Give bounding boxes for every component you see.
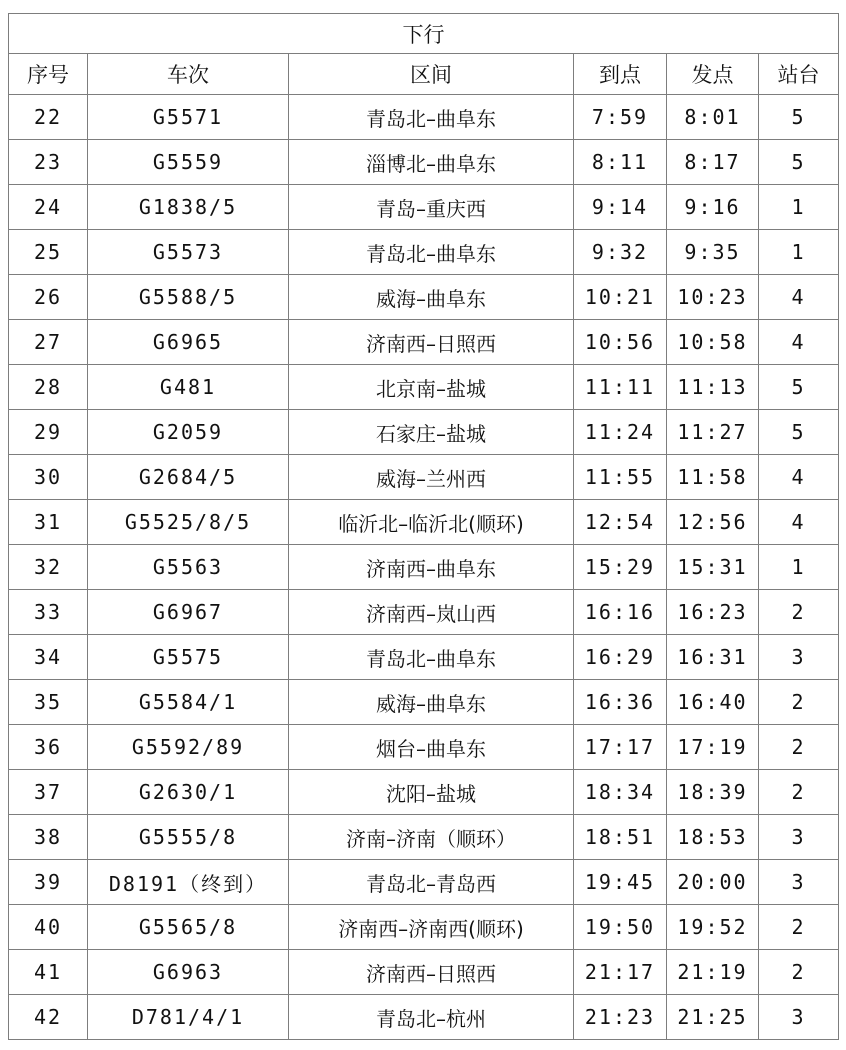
cell-seq: 40 [9,905,88,950]
cell-route: 济南–济南（顺环） [289,815,574,860]
table-title: 下行 [9,14,839,54]
cell-depart: 11:13 [667,365,759,410]
cell-route: 沈阳–盐城 [289,770,574,815]
cell-seq: 26 [9,275,88,320]
cell-platform: 2 [759,680,839,725]
cell-depart: 9:16 [667,185,759,230]
cell-platform: 5 [759,365,839,410]
cell-depart: 17:19 [667,725,759,770]
cell-seq: 29 [9,410,88,455]
cell-depart: 8:01 [667,95,759,140]
cell-train: G1838/5 [88,185,289,230]
cell-arrive: 17:17 [574,725,667,770]
cell-train: G5584/1 [88,680,289,725]
cell-seq: 31 [9,500,88,545]
cell-route: 石家庄–盐城 [289,410,574,455]
table-row [9,725,839,770]
cell-arrive: 9:14 [574,185,667,230]
cell-seq: 22 [9,95,88,140]
cell-route: 烟台–曲阜东 [289,725,574,770]
cell-arrive: 11:55 [574,455,667,500]
cell-arrive: 19:50 [574,905,667,950]
cell-train: G2059 [88,410,289,455]
table-row [9,545,839,590]
cell-route: 威海–曲阜东 [289,275,574,320]
cell-depart: 16:23 [667,590,759,635]
cell-route: 青岛北–曲阜东 [289,635,574,680]
cell-route: 济南西–日照西 [289,950,574,995]
cell-train: G5571 [88,95,289,140]
cell-platform: 2 [759,905,839,950]
cell-seq: 28 [9,365,88,410]
cell-platform: 2 [759,770,839,815]
header-seq: 序号 [9,54,88,95]
cell-route: 北京南–盐城 [289,365,574,410]
cell-platform: 3 [759,995,839,1040]
header-train: 车次 [88,54,289,95]
table-row [9,680,839,725]
table-row [9,905,839,950]
table-row [9,185,839,230]
cell-seq: 34 [9,635,88,680]
header-route: 区间 [289,54,574,95]
cell-depart: 8:17 [667,140,759,185]
cell-platform: 1 [759,185,839,230]
cell-seq: 32 [9,545,88,590]
cell-platform: 5 [759,410,839,455]
cell-route: 威海–兰州西 [289,455,574,500]
cell-depart: 16:31 [667,635,759,680]
cell-train: D8191（终到） [88,860,289,905]
cell-train: G5588/5 [88,275,289,320]
cell-platform: 5 [759,95,839,140]
cell-train: G5565/8 [88,905,289,950]
cell-depart: 19:52 [667,905,759,950]
cell-depart: 21:19 [667,950,759,995]
table-row [9,455,839,500]
cell-arrive: 18:51 [574,815,667,860]
cell-arrive: 19:45 [574,860,667,905]
header-row [9,54,839,95]
cell-depart: 10:58 [667,320,759,365]
cell-train: G5559 [88,140,289,185]
cell-arrive: 16:29 [574,635,667,680]
cell-arrive: 9:32 [574,230,667,275]
table-row [9,500,839,545]
cell-train: G6965 [88,320,289,365]
cell-seq: 35 [9,680,88,725]
table-row [9,770,839,815]
cell-seq: 36 [9,725,88,770]
cell-seq: 42 [9,995,88,1040]
cell-seq: 30 [9,455,88,500]
cell-route: 济南西–日照西 [289,320,574,365]
cell-seq: 37 [9,770,88,815]
cell-arrive: 8:11 [574,140,667,185]
title-row [9,14,839,54]
table-row [9,320,839,365]
table-row [9,860,839,905]
table-row [9,365,839,410]
cell-route: 济南西–曲阜东 [289,545,574,590]
cell-depart: 11:58 [667,455,759,500]
cell-platform: 3 [759,635,839,680]
cell-arrive: 11:11 [574,365,667,410]
cell-depart: 21:25 [667,995,759,1040]
table-row [9,140,839,185]
cell-seq: 27 [9,320,88,365]
cell-route: 威海–曲阜东 [289,680,574,725]
cell-platform: 2 [759,590,839,635]
header-arrive: 到点 [574,54,667,95]
cell-arrive: 10:21 [574,275,667,320]
cell-train: G5592/89 [88,725,289,770]
cell-seq: 38 [9,815,88,860]
cell-platform: 3 [759,815,839,860]
cell-train: D781/4/1 [88,995,289,1040]
cell-route: 青岛北–青岛西 [289,860,574,905]
cell-route: 青岛–重庆西 [289,185,574,230]
cell-route: 济南西–济南西(顺环) [289,905,574,950]
table-row [9,410,839,455]
cell-arrive: 10:56 [574,320,667,365]
cell-arrive: 16:16 [574,590,667,635]
cell-seq: 25 [9,230,88,275]
cell-arrive: 21:23 [574,995,667,1040]
table-row [9,275,839,320]
cell-route: 淄博北–曲阜东 [289,140,574,185]
cell-arrive: 16:36 [574,680,667,725]
table-row [9,230,839,275]
cell-platform: 4 [759,500,839,545]
cell-seq: 23 [9,140,88,185]
cell-arrive: 15:29 [574,545,667,590]
cell-seq: 39 [9,860,88,905]
cell-platform: 4 [759,320,839,365]
cell-depart: 18:39 [667,770,759,815]
cell-platform: 5 [759,140,839,185]
cell-depart: 15:31 [667,545,759,590]
cell-platform: 1 [759,545,839,590]
table-row [9,590,839,635]
cell-route: 青岛北–曲阜东 [289,230,574,275]
cell-route: 青岛北–曲阜东 [289,95,574,140]
cell-depart: 9:35 [667,230,759,275]
cell-train: G5575 [88,635,289,680]
cell-platform: 2 [759,725,839,770]
cell-arrive: 18:34 [574,770,667,815]
cell-arrive: 11:24 [574,410,667,455]
table-row [9,95,839,140]
cell-route: 临沂北–临沂北(顺环) [289,500,574,545]
cell-seq: 24 [9,185,88,230]
cell-seq: 33 [9,590,88,635]
table-row [9,950,839,995]
cell-train: G2630/1 [88,770,289,815]
cell-platform: 4 [759,275,839,320]
cell-depart: 20:00 [667,860,759,905]
cell-train: G5525/8/5 [88,500,289,545]
cell-depart: 16:40 [667,680,759,725]
cell-train: G2684/5 [88,455,289,500]
cell-platform: 4 [759,455,839,500]
train-timetable [8,13,839,1040]
table-row [9,995,839,1040]
cell-train: G5563 [88,545,289,590]
cell-arrive: 12:54 [574,500,667,545]
cell-train: G481 [88,365,289,410]
timetable-body [9,95,839,1040]
cell-route: 青岛北–杭州 [289,995,574,1040]
cell-depart: 11:27 [667,410,759,455]
cell-platform: 1 [759,230,839,275]
cell-train: G6963 [88,950,289,995]
cell-train: G5555/8 [88,815,289,860]
table-row [9,815,839,860]
header-depart: 发点 [667,54,759,95]
table-row [9,635,839,680]
header-platform: 站台 [759,54,839,95]
cell-platform: 2 [759,950,839,995]
cell-train: G6967 [88,590,289,635]
cell-route: 济南西–岚山西 [289,590,574,635]
cell-arrive: 7:59 [574,95,667,140]
cell-train: G5573 [88,230,289,275]
cell-depart: 12:56 [667,500,759,545]
cell-platform: 3 [759,860,839,905]
cell-depart: 10:23 [667,275,759,320]
cell-seq: 41 [9,950,88,995]
cell-depart: 18:53 [667,815,759,860]
cell-arrive: 21:17 [574,950,667,995]
